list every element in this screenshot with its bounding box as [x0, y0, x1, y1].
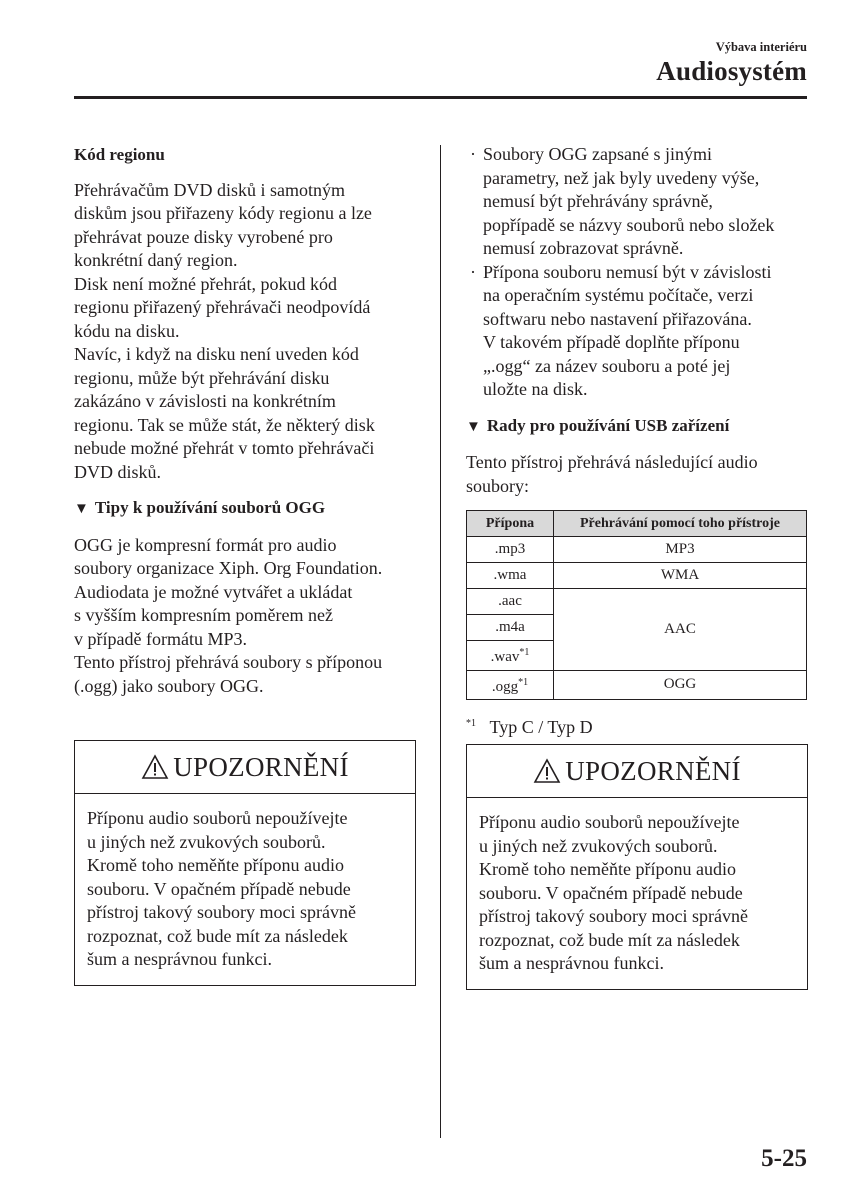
- ogg-heading: [74, 496, 419, 522]
- ogg-text: OGG je kompresní formát pro audio soubory organizace Xiph. Org Foundation. Audiodata je možné vytvářet a ukládat s vyšším kompresním poměrem než v případě formátu MP3. Tento přístroj přehrává soubory s příponou (.ogg) jako soubory OGG.: [74, 534, 383, 696]
- bullet-text: Přípona souboru nemusí být v závislosti na operačním systému počítače, verzi softwaru nebo nastavení přiřazována. V takovém případě doplňte příponu „.ogg“ za název souboru a poté jej uložte na disk.: [483, 261, 772, 399]
- table-header-cell: Přehrávání pomocí toho přístroje: [554, 511, 807, 537]
- table-cell: .wma: [467, 563, 554, 589]
- bullet-dot: ·: [470, 261, 476, 282]
- left-column: [74, 143, 419, 698]
- table-cell: AAC: [554, 589, 807, 671]
- table-row: [467, 563, 807, 589]
- warning-text: Příponu audio souborů nepoužívejte u jiných než zvukových souborů. Kromě toho neměňte příponu audio souboru. V opačném případě nebude přístroj takový soubory moci správně rozpoznat, což bude mít za následek šum a nesprávnou funkci.: [479, 812, 748, 973]
- warning-text: Příponu audio souborů nepoužívejte u jiných než zvukových souborů. Kromě toho neměňte příponu audio souboru. V opačném případě nebude přístroj takový soubory moci správně rozpoznat, což bude mít za následek šum a nesprávnou funkci.: [87, 808, 356, 969]
- ogg-heading-label: Tipy k používání souborů OGG: [94, 498, 326, 517]
- usb-heading-label: Rady pro používání USB zařízení: [486, 415, 730, 435]
- footnote: [466, 712, 811, 740]
- table-cell: OGG: [554, 670, 807, 700]
- table-cell: .aac: [467, 589, 554, 615]
- table-cell: .m4a: [467, 615, 554, 641]
- table-row: [467, 670, 807, 700]
- region-text: Přehrávačům DVD disků i samotným diskům jsou přiřazeny kódy regionu a lze přehrávat pouze disky vyrobené pro konkrétní daný region. Disk není možné přehrát, pokud kód regionu přiřazený přehrávači neodpovídá kódu na disku. Navíc, i když na disku není uveden kód regionu, může být přehrávání disku zakázáno v závislosti na konkrétním regionu. Tak se může stát, že některý disk nebude možné přehrát v tomto přehrávači DVD disků.: [74, 179, 375, 482]
- cell-text: .wav: [490, 649, 520, 665]
- table-cell: .mp3: [467, 537, 554, 563]
- warning-triangle-icon: [141, 754, 169, 780]
- warning-triangle-icon: [533, 758, 561, 784]
- table-row: [467, 589, 807, 615]
- table-cell: MP3: [554, 537, 807, 563]
- table-cell: WMA: [554, 563, 807, 589]
- region-heading: Kód regionu: [74, 145, 165, 164]
- cell-text: .ogg: [491, 678, 519, 695]
- page-number: 5-25: [761, 1145, 807, 1172]
- usb-intro: Tento přístroj přehrává následující audio soubory:: [466, 452, 758, 496]
- footnote-text: Typ C / Typ D: [489, 717, 593, 737]
- bullet-item: [466, 261, 811, 402]
- footnote-marker: *1: [518, 676, 529, 688]
- page-title: Audiosystém: [656, 56, 807, 86]
- table-header-row: [467, 511, 807, 537]
- table-cell: [467, 670, 554, 700]
- column-divider: [440, 145, 441, 1138]
- table-header-cell: Přípona: [467, 511, 554, 537]
- footnote-marker: *1: [466, 718, 476, 729]
- triangle-down-icon: ▼: [466, 418, 481, 435]
- bullet-text: Soubory OGG zapsané s jinými parametry, než jak byly uvedeny výše, nemusí být přehrávány správně, popřípadě se názvy souborů nebo složek nemusí zobrazovat správně.: [483, 144, 775, 258]
- bullet-dot: ·: [470, 144, 476, 164]
- bullet-item: [466, 143, 811, 261]
- warning-title: UPOZORNĚNÍ: [173, 751, 349, 782]
- warning-title: UPOZORNĚNÍ: [565, 755, 741, 786]
- right-warning-box: [466, 744, 808, 990]
- table-cell: [467, 641, 554, 671]
- right-column: [466, 143, 811, 740]
- usb-heading: [466, 414, 811, 440]
- triangle-down-icon: ▼: [74, 501, 89, 517]
- left-warning-box: [74, 740, 416, 986]
- header-rule: [74, 96, 807, 99]
- table-row: [467, 537, 807, 563]
- header-section: Výbava interiéru: [715, 40, 807, 54]
- footnote-marker: *1: [519, 647, 530, 658]
- file-format-table: [466, 510, 807, 700]
